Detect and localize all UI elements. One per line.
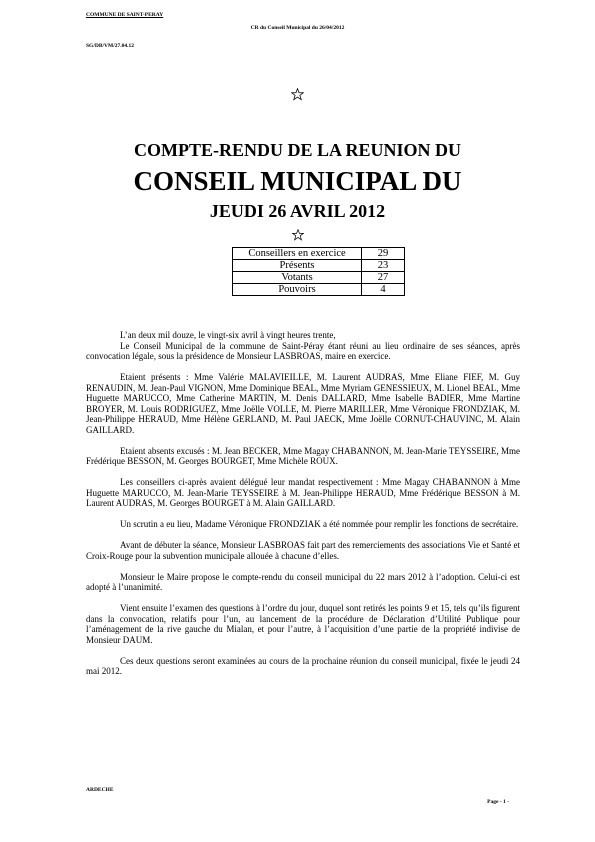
page-number: Page - 1 - <box>487 799 509 805</box>
table-cell-label: Conseillers en exercice <box>233 248 362 260</box>
table-row <box>233 260 405 272</box>
paragraph-delegations: Les conseillers ci-après avaient délégué leur mandat respectivement : Mme Magay CHABANNON à Mme Huguette MARUCCO, M. Jean-Marie TEYSSEIRE à M. Jean-Philippe HERAUD, Mme Frédérique BESSON à M. Laurent AUDRAS, M. Georges BOURGET à M. Alain GAILLARD. <box>86 477 520 508</box>
table-cell-label: Pouvoirs <box>233 284 362 296</box>
attendance-table <box>232 247 405 296</box>
paragraph-agenda: Vient ensuite l’examen des questions à l’ordre du jour, duquel sont retirés les points 9 et 15, tels qu’ils figurent dans la convocation, relatifs pour l’un, au lancement de la procédure de Déclaration d’Utilité Publique pour l’aménagement de la rive gauche du Mialan, et pour l’autre, à l’acquisition d’une partie de la propriété indivise de Monsieur DAUM. <box>86 603 520 645</box>
paragraph-thanks: Avant de débuter la séance, Monsieur LASBROAS fait part des remerciements des associations Vie et Santé et Croix-Rouge pour la subvention municipale allouée à chacune d’elles. <box>86 540 520 561</box>
table-row <box>233 272 405 284</box>
title-line-1: COMPTE-RENDU DE LA REUNION DU <box>133 140 461 160</box>
table-cell-value: 27 <box>362 272 405 284</box>
star-icon <box>0 228 595 246</box>
paragraph-minutes-adoption: Monsieur le Maire propose le compte-rendu du conseil municipal du 22 mars 2012 à l’adoption. Celui-ci est adopté à l’unanimité. <box>86 571 520 592</box>
title-line-2: CONSEIL MUNICIPAL DU <box>133 166 462 196</box>
table-cell-value: 23 <box>362 260 405 272</box>
paragraph-next-meeting: Ces deux questions seront examinées au cours de la prochaine réunion du conseil municipal, fixée le jeudi 24 mai 2012. <box>86 655 520 676</box>
table-cell-label: Votants <box>233 272 362 284</box>
paragraph-convocation: Le Conseil Municipal de la commune de Saint-Péray étant réuni au lieu ordinaire de ses séances, après convocation légale, sous la présidence de Monsieur LASBROAS, maire en exercice. <box>86 340 520 361</box>
paragraph-present: Etaient présents : Mme Valérie MALAVIEILLE, M. Laurent AUDRAS, Mme Eliane FIEF, M. Guy RENAUDIN, M. Jean-Paul VIGNON, Mme Dominique BEAL, Mme Myriam GENESSIEUX, M. Lionel BEAL, Mme Huguette MARUCCO, Mme Catherine MARTIN, M. Denis DALLARD, Mme Isabelle BADIER, Mme Martine BROYER, M. Louis RODRIGUEZ, Mme Joëlle VOLLE, M. Pierre MARILLER, Mme Véronique FRONDZIAK, M. Jean-Philippe HERAUD, Mme Hélène GERLAND, M. Paul JAECK, Mme Joëlle CORNUT-CHAUVINC, M. Alain GAILLARD. <box>86 372 520 435</box>
table-row <box>233 284 405 296</box>
paragraph-secretary: Un scrutin a eu lieu, Madame Véronique FRONDZIAK a été nommée pour remplir les fonctions de secrétaire. <box>120 519 519 529</box>
paragraph-absent: Etaient absents excusés : M. Jean BECKER, Mme Magay CHABANNON, M. Jean-Marie TEYSSEIRE, Mme Frédérique BESSON, M. Georges BOURGET, Mme Michèle ROUX. <box>86 445 520 466</box>
table-cell-label: Présents <box>233 260 362 272</box>
header-document-title: CR du Conseil Municipal du 26/04/2012 <box>250 25 345 31</box>
table-cell-value: 29 <box>362 248 405 260</box>
star-icon <box>0 88 595 106</box>
title-line-3: JEUDI 26 AVRIL 2012 <box>209 201 386 221</box>
document-body <box>86 330 520 687</box>
table-cell-value: 4 <box>362 284 405 296</box>
header-organization: COMMUNE DE SAINT-PERAY <box>86 12 164 18</box>
header-reference: SG/DB/VM/27.04.12 <box>86 43 134 49</box>
paragraph-date: L’an deux mil douze, le vingt-six avril à vingt heures trente, <box>120 330 336 340</box>
table-row <box>233 248 405 260</box>
footer-department: ARDECHE <box>86 787 114 793</box>
